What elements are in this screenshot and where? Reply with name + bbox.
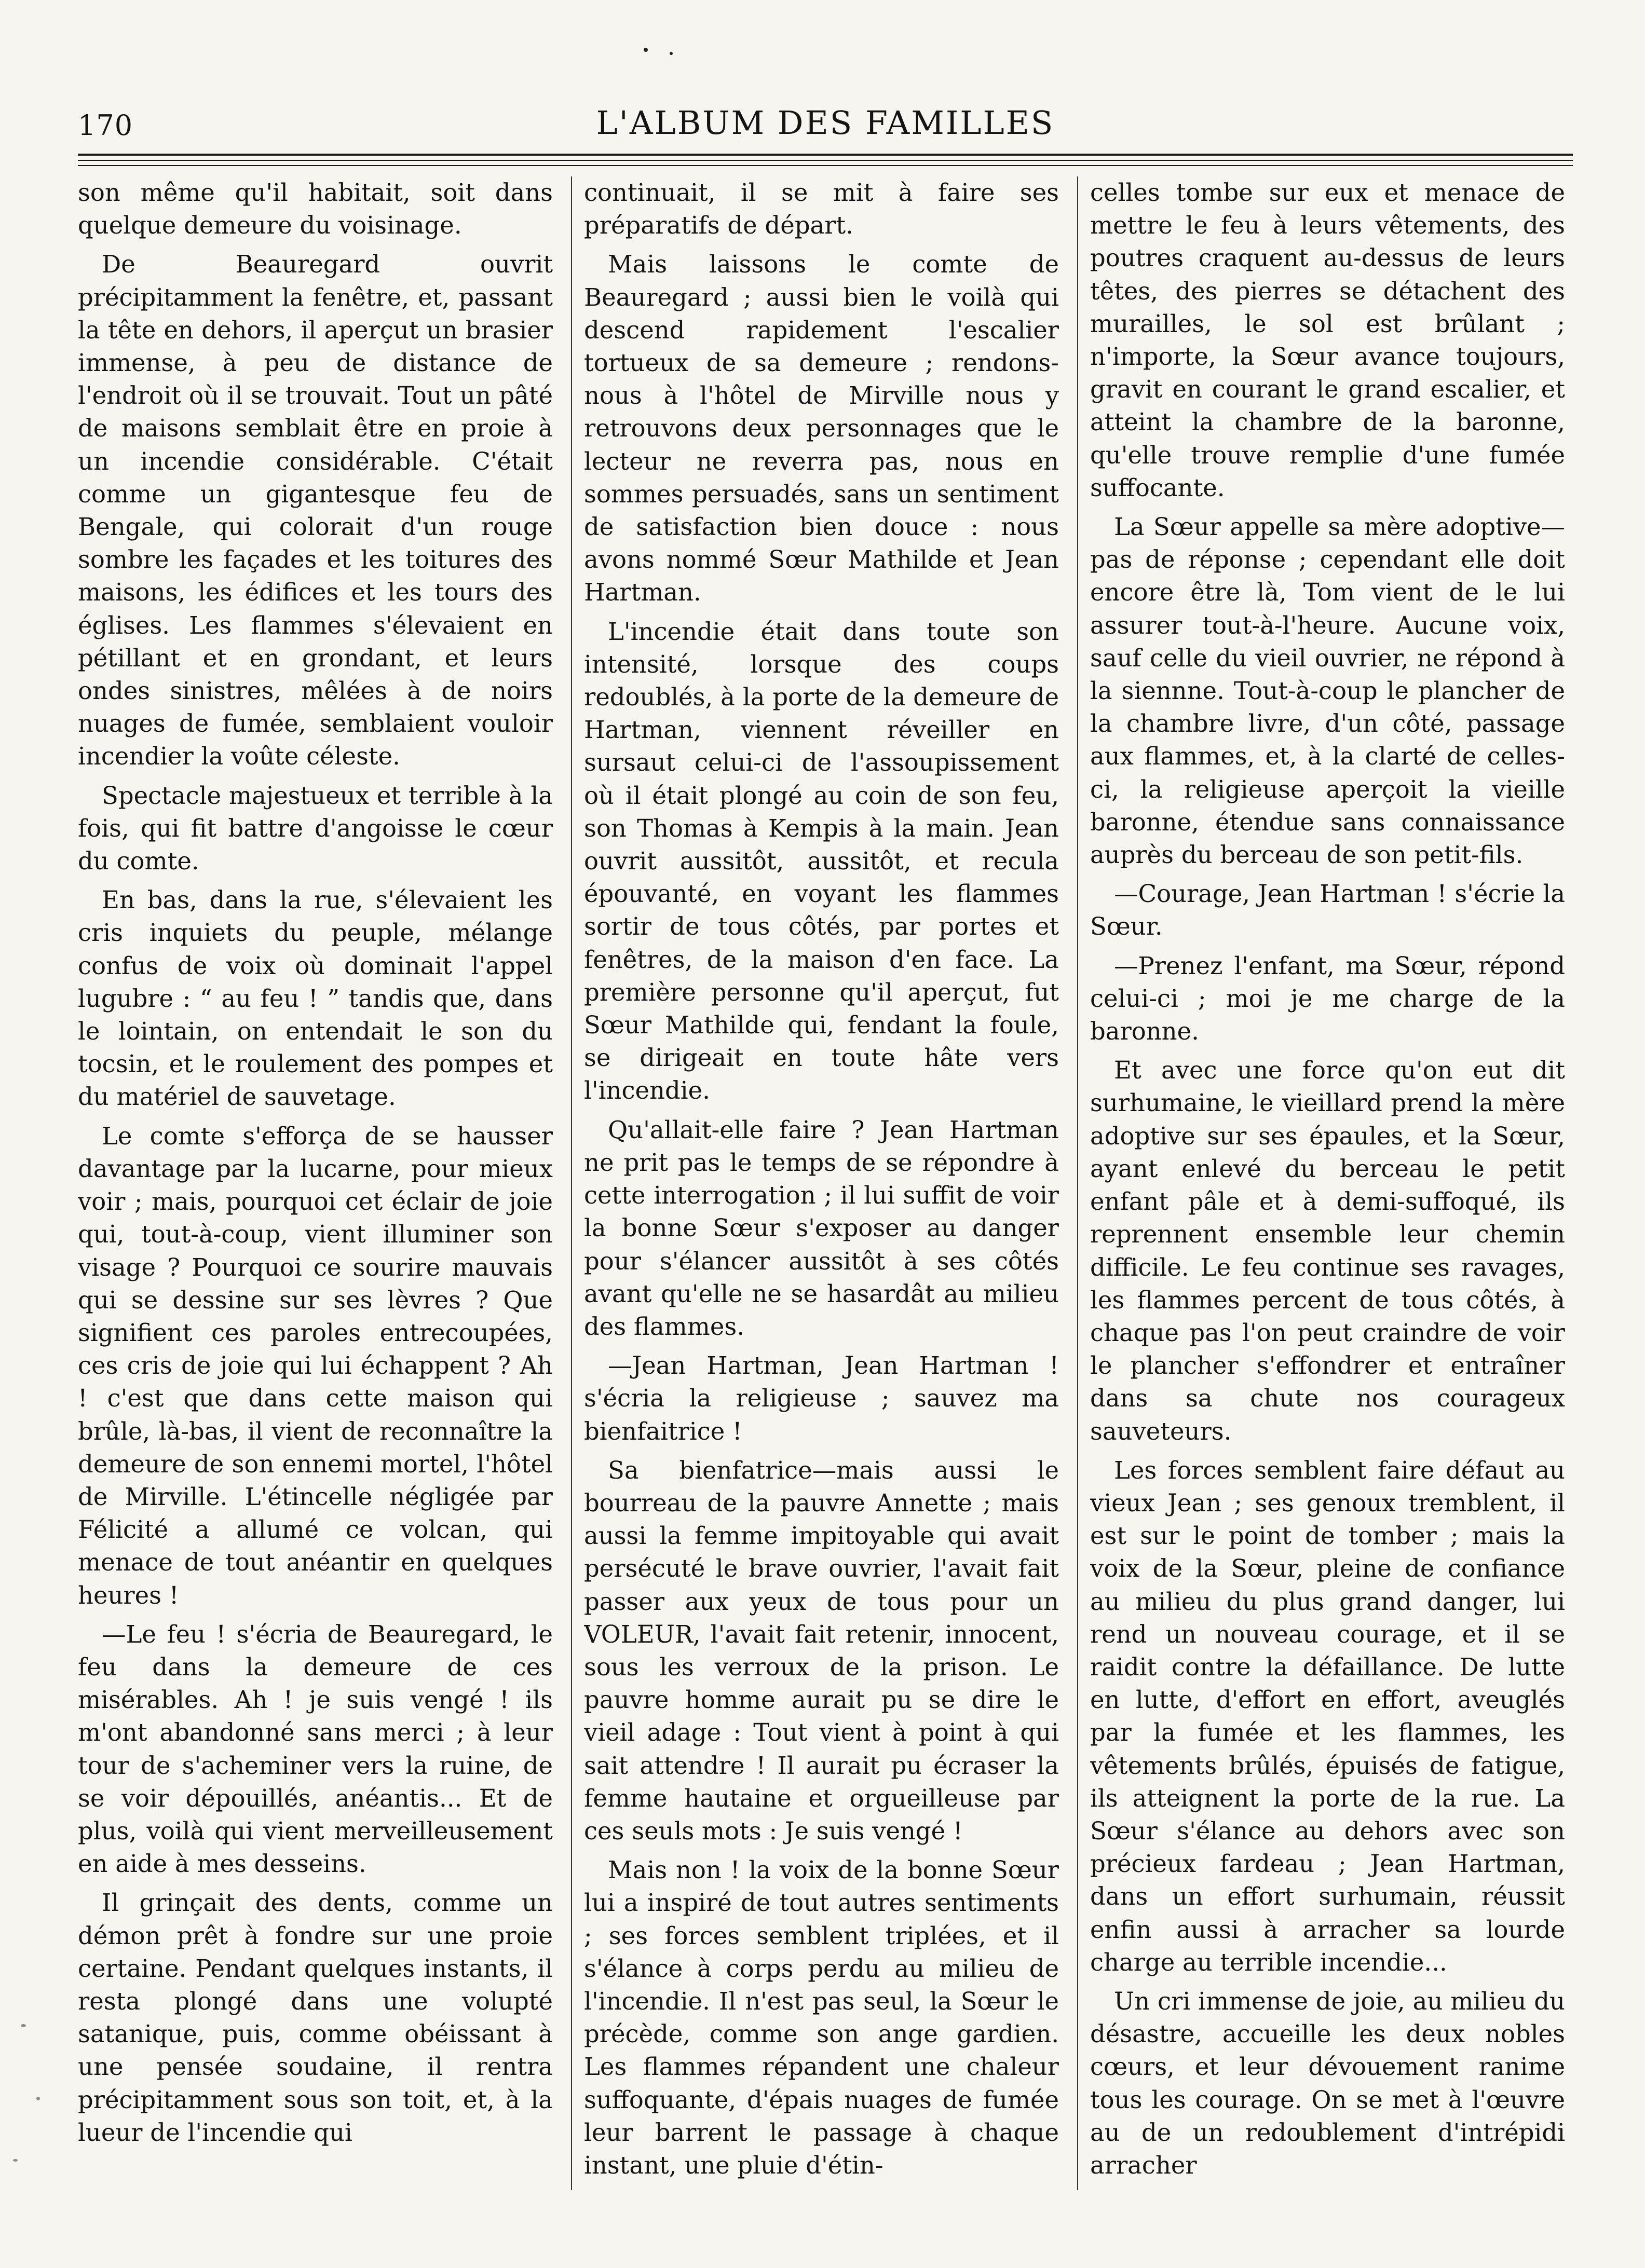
- scan-speck: [21, 2024, 26, 2027]
- column-divider: [571, 176, 572, 2190]
- column-divider: [1077, 176, 1078, 2190]
- header-rule: [78, 165, 1573, 166]
- paragraph: son même qu'il habitait, soit dans quelque demeure du voisinage.: [78, 179, 553, 240]
- paragraph: celles tombe sur eux et menace de mettre le feu à leurs vêtements, des poutres craquent au-dessus de leurs têtes, des pierres se détachent des murailles, le sol est brûlant ; n'importe, la Sœur avance toujours, gravit en courant le grand escalier, et atteint la chambre de la baronne, qu'elle trouve remplie d'une fumée suffocante.: [1090, 179, 1565, 502]
- paragraph: Un cri immense de joie, au milieu du désastre, accueille les deux nobles cœurs, et leur dévouement ranime tous les courage. On se met à l'œuvre au de un redoublement d'intrépidi arracher: [1090, 1987, 1565, 2179]
- scan-speck: [644, 48, 648, 52]
- scan-speck: [670, 52, 673, 55]
- header-rule: [78, 160, 1573, 161]
- paragraph: —Le feu ! s'écria de Beauregard, le feu dans la demeure de ces misérables. Ah ! je suis vengé ! ils m'ont abandonné sans merci ; à leur tour de s'acheminer vers la ruine, de se voir dépouillés, anéantis... Et de plus, voilà qui vient merveilleusement en aide à mes desseins.: [78, 1620, 553, 1878]
- paragraph: —Jean Hartman, Jean Hartman ! s'écria la religieuse ; sauvez ma bienfaitrice !: [584, 1351, 1059, 1445]
- text-column-1: [78, 176, 553, 2201]
- paragraph: Il grinçait des dents, comme un démon prêt à fondre sur une proie certaine. Pendant quelques instants, il resta plongé dans une volupté satanique, puis, comme obéissant à une pensée soudaine, il rentra précipitamment sous son toit, et, à la lueur de l'incendie qui: [78, 1889, 553, 2147]
- paragraph: Les forces semblent faire défaut au vieux Jean ; ses genoux tremblent, il est sur le point de tomber ; mais la voix de la Sœur, pleine de confiance au milieu du plus grand danger, lui rend un nouveau courage, et il se raidit contre la défaillance. De lutte en lutte, d'effort en effort, aveuglés par la fumée et les flammes, les vêtements brûlés, épuisés de fatigue, ils atteignent la porte de la rue. La Sœur s'élance au dehors avec son précieux fardeau ; Jean Hartman, dans un effort surhumain, réussit enfin aussi à arracher sa lourde charge au terrible incendie...: [1090, 1456, 1565, 1976]
- paragraph: Mais laissons le comte de Beauregard ; aussi bien le voilà qui descend rapidement l'escalier tortueux de sa demeure ; rendons-nous à l'hôtel de Mirville nous y retrouvons deux personnages que le lecteur ne reverra pas, nous en sommes persuadés, sans un sentiment de satisfaction bien douce : nous avons nommé Sœur Mathilde et Jean Hartman.: [584, 250, 1059, 607]
- paragraph: Et avec une force qu'on eut dit surhumaine, le vieillard prend la mère adoptive sur ses épaules, et la Sœur, ayant enlevé du berceau le petit enfant pâle et à demi-suffoqué, ils reprennent ensemble leur chemin difficile. Le feu continue ses ravages, les flammes percent de tous côtés, à chaque pas l'on peut craindre de voir le plancher s'effondrer et entraîner dans sa chute nos courageux sauveteurs.: [1090, 1056, 1565, 1445]
- paragraph: Mais non ! la voix de la bonne Sœur lui a inspiré de tout autres sentiments ; ses forces semblent triplées, et il s'élance à corps perdu au milieu de l'incendie. Il n'est pas seul, la Sœur le précède, comme son ange gardien. Les flammes répandent une chaleur suffoquante, d'épais nuages de fumée leur barrent le passage à chaque instant, une pluie d'étin-: [584, 1856, 1059, 2179]
- paragraph: Qu'allait-elle faire ? Jean Hartman ne prit pas le temps de se répondre à cette interrogation ; il lui suffit de voir la bonne Sœur s'exposer au danger pour s'élancer aussitôt à ses côtés avant qu'elle ne se hasardât au milieu des flammes.: [584, 1115, 1059, 1341]
- paragraph: continuait, il se mit à faire ses préparatifs de départ.: [584, 179, 1059, 240]
- scan-speck: [36, 2097, 40, 2100]
- text-column-3: [1090, 176, 1565, 2201]
- paragraph: Le comte s'efforça de se hausser davantage par la lucarne, pour mieux voir ; mais, pourquoi cet éclair de joie qui, tout-à-coup, vient illuminer son visage ? Pourquoi ce sourire mauvais qui se dessine sur ses lèvres ? Que signifient ces paroles entrecoupées, ces cris de joie qui lui échappent ? Ah ! c'est que dans cette maison qui brûle, là-bas, il vient de reconnaître la demeure de son ennemi mortel, l'hôtel de Mirville. L'étincelle négligée par Félicité a allumé ce volcan, qui menace de tout anéantir en quelques heures !: [78, 1122, 553, 1609]
- running-title: L'ALBUM DES FAMILLES: [596, 104, 1055, 142]
- paragraph: —Prenez l'enfant, ma Sœur, répond celui-ci ; moi je me charge de la baronne.: [1090, 951, 1565, 1046]
- paragraph: L'incendie était dans toute son intensité, lorsque des coups redoublés, à la porte de la demeure de Hartman, viennent réveiller en sursaut celui-ci de l'assoupissement où il était plongé au coin de son feu, son Thomas à Kempis à la main. Jean ouvrit aussitôt, aussitôt, et recula épouvanté, en voyant les flammes sortir de tous côtés, par portes et fenêtres, de la maison d'en face. La première personne qu'il aperçut, fut Sœur Mathilde qui, fendant la foule, se dirigeait en toute hâte vers l'incendie.: [584, 617, 1059, 1105]
- paragraph: En bas, dans la rue, s'élevaient les cris inquiets du peuple, mélange confus de voix où dominait l'appel lugubre : “ au feu ! ” tandis que, dans le lointain, on entendait le son du tocsin, et le roulement des pompes et du matériel de sauvetage.: [78, 886, 553, 1111]
- page-header: [78, 104, 1573, 145]
- text-column-2: [584, 176, 1059, 2201]
- scan-speck: [13, 2159, 18, 2162]
- page-number: 170: [78, 109, 133, 142]
- paragraph: Sa bienfatrice—mais aussi le bourreau de la pauvre Annette ; mais aussi la femme impitoyable qui avait persécuté le brave ouvrier, l'avait fait passer aux yeux de tous pour un VOLEUR, l'avait fait retenir, innocent, sous les verroux de la prison. Le pauvre homme aurait pu se dire le vieil adage : Tout vient à point à qui sait attendre ! Il aurait pu écraser la femme hautaine et orgueilleuse par ces seuls mots : Je suis vengé !: [584, 1456, 1059, 1845]
- paragraph: —Courage, Jean Hartman ! s'écrie la Sœur.: [1090, 880, 1565, 941]
- paragraph: Spectacle majestueux et terrible à la fois, qui fit battre d'angoisse le cœur du comte.: [78, 781, 553, 876]
- paragraph: De Beauregard ouvrit précipitamment la fenêtre, et, passant la tête en dehors, il aperçut un brasier immense, à peu de distance de l'endroit où il se trouvait. Tout un pâté de maisons semblait être en proie à un incendie considérable. C'était comme un gigantesque feu de Bengale, qui colorait d'un rouge sombre les façades et les toitures des maisons, les édifices et les tours des églises. Les flammes s'élevaient en pétillant et en grondant, et leurs ondes sinistres, mêlées à de noirs nuages de fumée, semblaient vouloir incendier la voûte céleste.: [78, 250, 553, 771]
- header-rule: [78, 154, 1573, 156]
- paragraph: La Sœur appelle sa mère adoptive—pas de réponse ; cependant elle doit encore être là, Tom vient de le lui assurer tout-à-l'heure. Aucune voix, sauf celle du vieil ouvrier, ne répond à la siennne. Tout-à-coup le plancher de la chambre livre, d'un côté, passage aux flammes, et, à la clarté de celles-ci, la religieuse aperçoit la vieille baronne, étendue sans connaissance auprès du berceau de son petit-fils.: [1090, 513, 1565, 869]
